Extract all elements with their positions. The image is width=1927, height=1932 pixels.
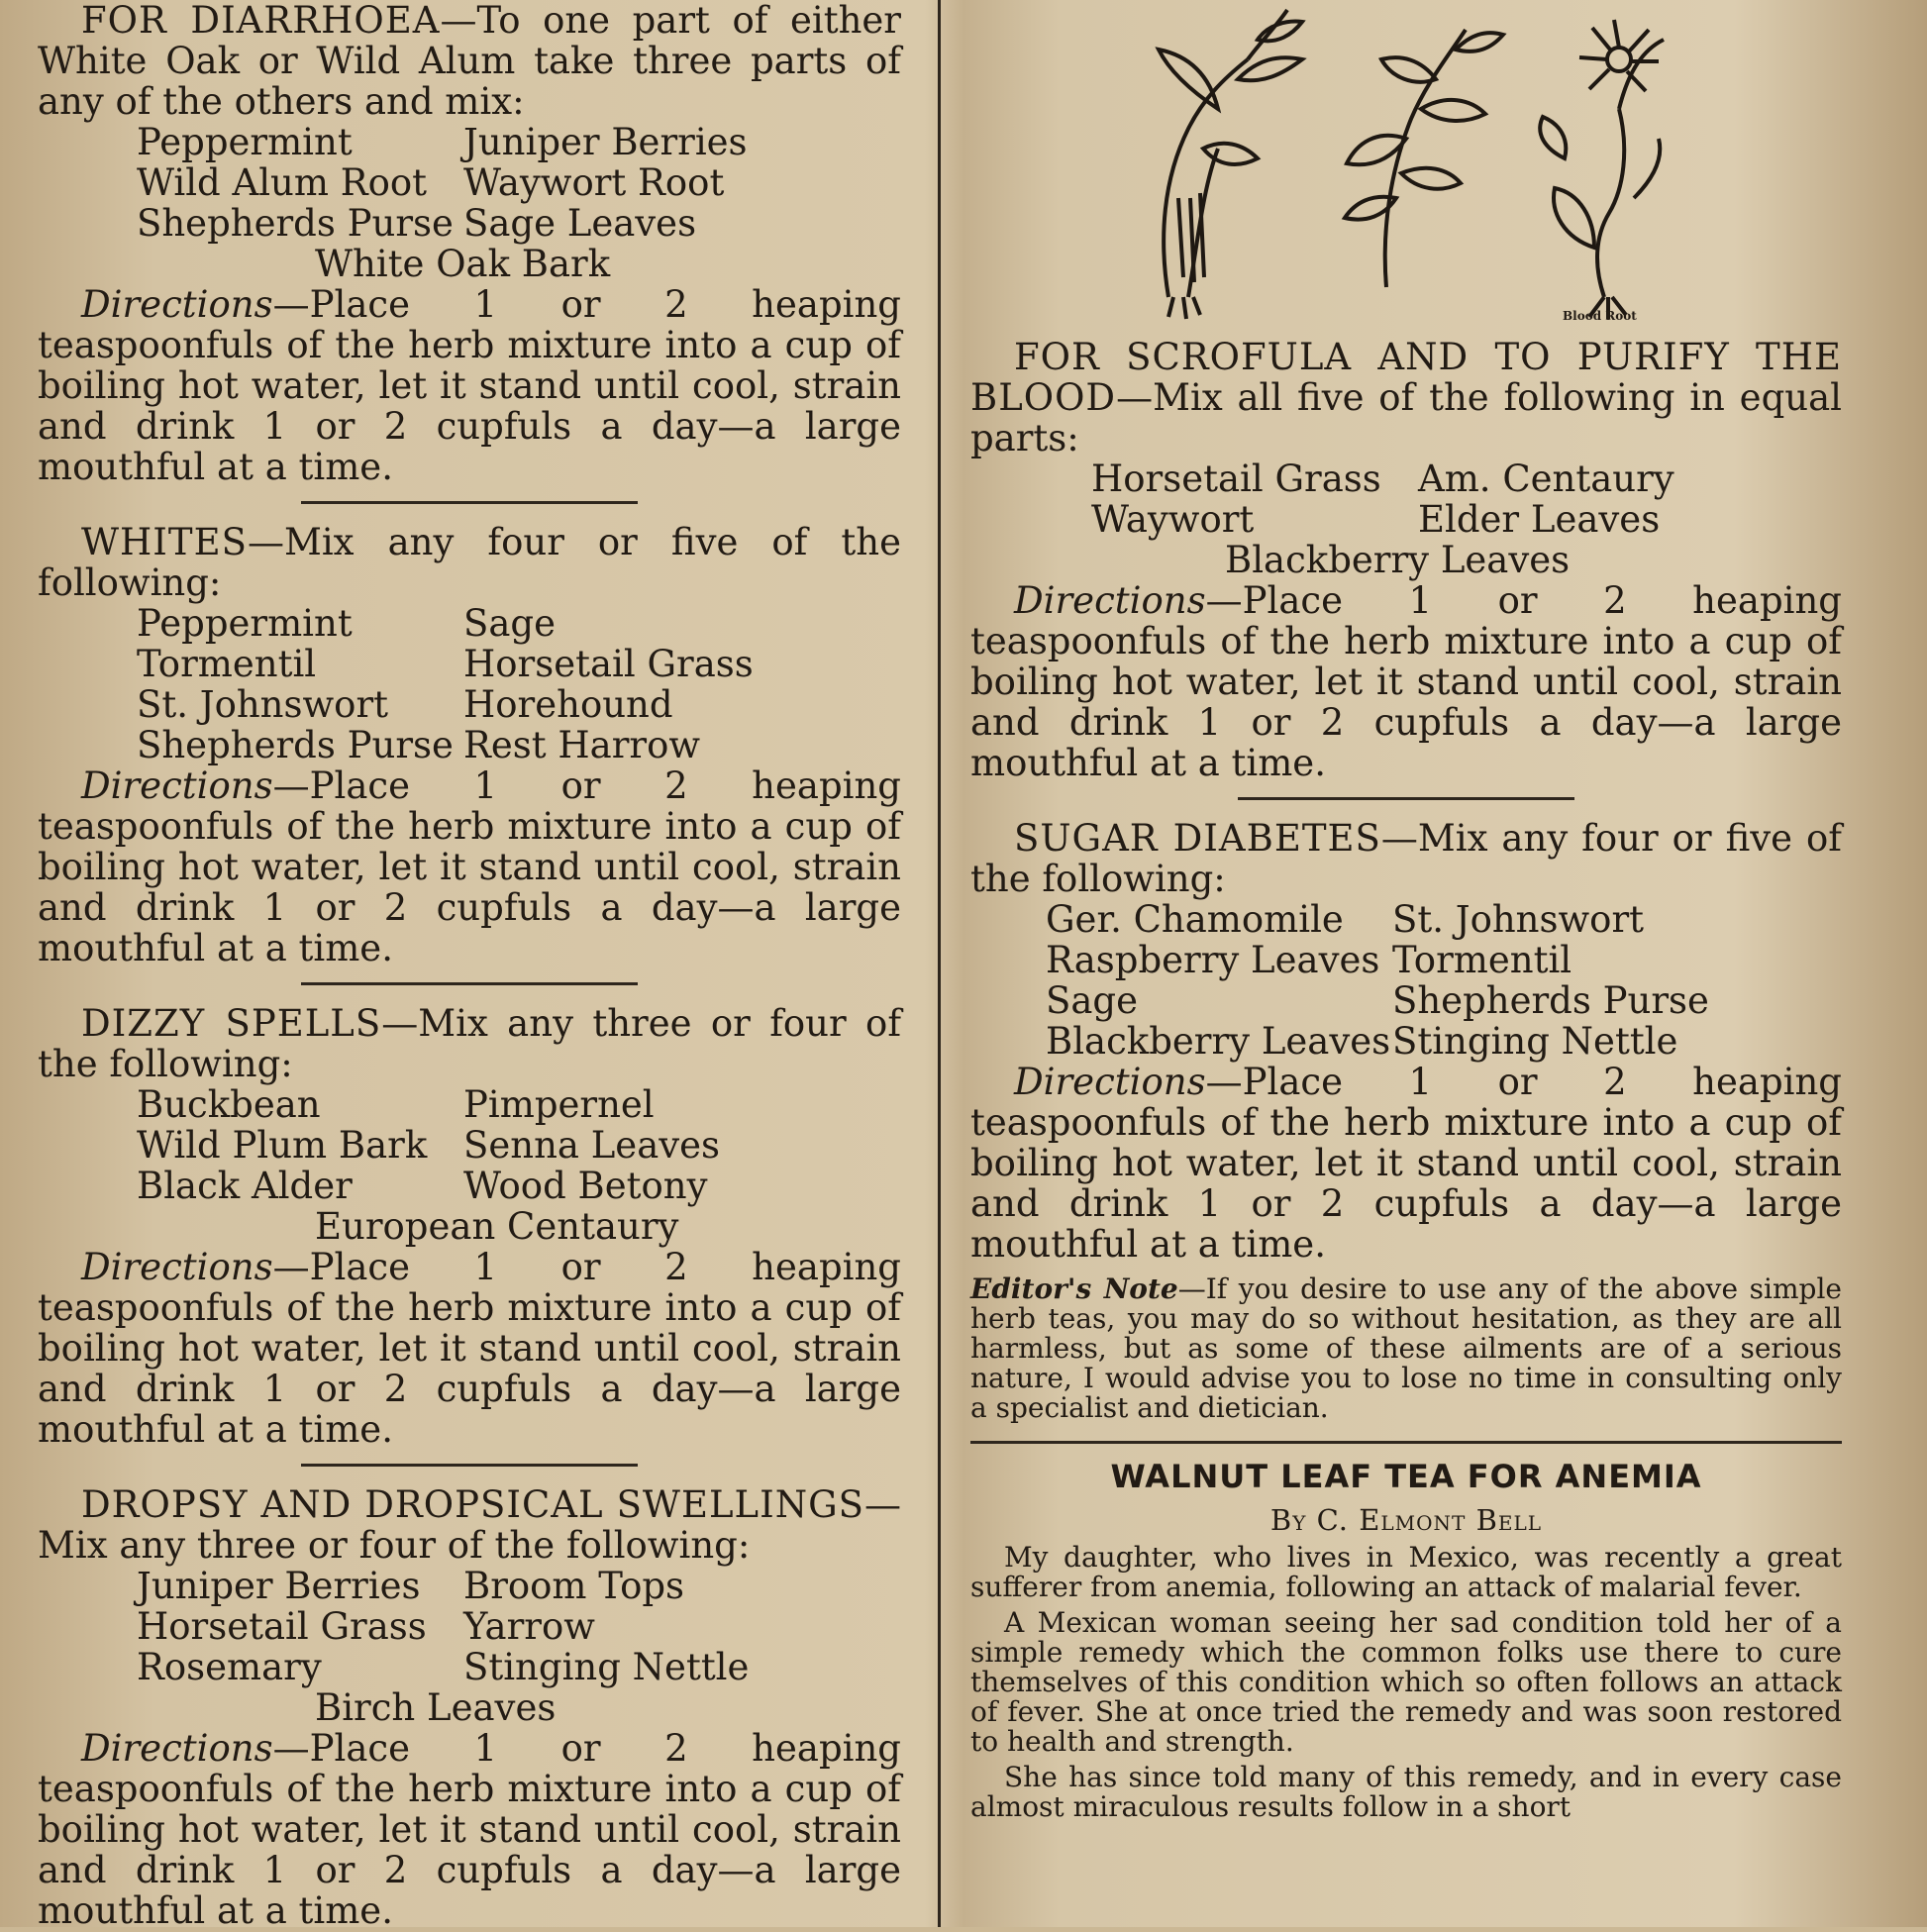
herb-item: Broom Tops [463,1565,685,1607]
herb-item: Sage Leaves [463,202,697,245]
herb-list [38,122,790,284]
herb-list [38,1566,790,1728]
section-sugar-diabetes [970,818,1842,1265]
diabetes-paragraph [970,818,1842,899]
section-heading: DROPSY AND DROPSICAL SWELLINGS [81,1483,864,1526]
section-scrofula [970,337,1842,783]
directions-text: —Place 1 or 2 heaping teaspoonfuls of the herb mixture into a cup of boiling hot water, let it stand until cool, strain and drink 1 or 2 cupfuls a day—a large mouthful at a time. [970,1061,1842,1266]
herb-item: Wild Alum Root [137,161,428,204]
diarrhoea-paragraph [38,0,901,122]
herb-item: Waywort [1091,498,1255,541]
directions-text: —Place 1 or 2 heaping teaspoonfuls of the herb mixture into a cup of boiling hot water, let it stand until cool, strain and drink 1 or 2 cupfuls a day—a large mouthful at a time. [38,764,901,969]
directions-label: Directions [1014,1061,1206,1103]
section-heading: DIZZY SPELLS [81,1002,382,1045]
section-heading: WHITES [81,521,248,563]
herb-item: European Centaury [315,1205,679,1248]
herb-item: Horsetail Grass [1091,458,1381,500]
editor-note [970,1274,1842,1423]
herb-item: Ger. Chamomile [1046,898,1344,941]
herb-item: Sage [1046,979,1138,1022]
herb-item: Am. Centaury [1418,458,1674,500]
herb-item: Shepherds Purse [137,202,454,245]
section-heading: SUGAR DIABETES [1014,817,1381,860]
section-whites [38,522,901,968]
article-paragraph: She has since told many of this remedy, and in every case almost miraculous results follow in a short [970,1761,1842,1823]
article-title: WALNUT LEAF TEA FOR ANEMIA [1110,1458,1702,1495]
directions-paragraph [38,1728,901,1931]
left-column [38,0,901,1931]
directions-text: —Place 1 or 2 heaping teaspoonfuls of the herb mixture into a cup of boiling hot water, let it stand until cool, strain and drink 1 or 2 cupfuls a day—a large mouthful at a time. [970,579,1842,784]
dropsy-paragraph [38,1484,901,1566]
directions-paragraph [970,580,1842,783]
herb-item: Buckbean [137,1083,321,1126]
herb-item: Juniper Berries [463,121,748,163]
directions-label: Directions [81,283,273,326]
herb-item: Juniper Berries [137,1565,421,1607]
herb-item: Birch Leaves [315,1686,557,1729]
article-separator [970,1441,1842,1444]
section-intro: —Mix any four or five of the following: [38,521,901,604]
column-divider [938,0,941,1927]
herb-item: Peppermint [137,602,353,645]
section-heading: FOR SCROFULA AND TO PURIFY THE BLOOD [970,336,1842,419]
herb-item: White Oak Bark [315,243,611,285]
directions-text: —Place 1 or 2 heaping teaspoonfuls of the herb mixture into a cup of boiling hot water, let it stand until cool, strain and drink 1 or 2 cupfuls a day—a large mouthful at a time. [38,1727,901,1932]
plant-drawings-icon [1129,0,1683,327]
section-intro: —Mix any four or five of the following: [970,817,1842,900]
herb-item: Blackberry Leaves [1046,1020,1391,1063]
section-dizzy-spells [38,1003,901,1450]
dizzy-paragraph [38,1003,901,1084]
herb-item: Yarrow [463,1605,595,1648]
section-intro: —To one part of either White Oak or Wild Alum take three parts of any of the others and mix: [38,0,901,123]
herb-item: Horehound [463,683,673,726]
herb-item: Shepherds Purse [1392,979,1709,1022]
herb-item: Raspberry Leaves [1046,939,1380,981]
herb-item: Senna Leaves [463,1124,721,1167]
herb-item: Horsetail Grass [137,1605,427,1648]
editor-note-label: Editor's Note [970,1272,1178,1305]
herb-item: Rest Harrow [463,724,701,766]
herb-item: Peppermint [137,121,353,163]
herb-list [970,458,1745,580]
section-separator [1238,797,1574,800]
article-walnut-leaf-tea [970,1458,1842,1822]
section-intro: —Mix all five of the following in equal parts: [970,376,1842,459]
herb-item: Pimpernel [463,1083,655,1126]
figure-label: Blood Root [1563,309,1637,323]
directions-label: Directions [81,1727,273,1770]
directions-text: —Place 1 or 2 heaping teaspoonfuls of the herb mixture into a cup of boiling hot water, let it stand until cool, strain and drink 1 or 2 cupfuls a day—a large mouthful at a time. [38,1246,901,1451]
section-separator [301,501,638,504]
article-byline: By C. Elmont Bell [1269,1503,1543,1537]
herb-item: Elder Leaves [1418,498,1661,541]
editor-note-text: —If you desire to use any of the above simple herb teas, you may do so without hesitation, as they are all harmless, but as some of these ailments are of a serious nature, I would advise you to lose no time in consulting only a specialist and dietician. [970,1272,1842,1424]
herb-item: Stinging Nettle [1392,1020,1678,1063]
section-diarrhoea [38,0,901,487]
herb-item: Black Alder [137,1165,353,1207]
herb-item: Wild Plum Bark [137,1124,428,1167]
herb-item: St. Johnswort [1392,898,1644,941]
section-separator [301,982,638,985]
directions-label: Directions [1014,579,1206,622]
herb-item: Horsetail Grass [463,643,754,685]
directions-paragraph [38,765,901,968]
directions-paragraph [38,284,901,487]
herb-item: Tormentil [1392,939,1572,981]
section-separator [301,1464,638,1467]
section-dropsy [38,1484,901,1931]
herb-list [38,603,790,765]
directions-paragraph [970,1062,1842,1265]
directions-label: Directions [81,764,273,807]
herb-illustrations [970,0,1842,327]
directions-paragraph [38,1247,901,1450]
herb-item: Sage [463,602,556,645]
herb-item: Tormentil [137,643,317,685]
herb-item: Stinging Nettle [463,1646,750,1688]
herb-list [970,899,1739,1062]
section-intro: —Mix any three or four of the following: [38,1002,902,1085]
directions-text: —Place 1 or 2 heaping teaspoonfuls of the herb mixture into a cup of boiling hot water, let it stand until cool, strain and drink 1 or 2 cupfuls a day—a large mouthful at a time. [38,283,901,488]
right-column [970,0,1842,1822]
article-paragraph: My daughter, who lives in Mexico, was recently a great sufferer from anemia, following an attack of malarial fever. [970,1541,1842,1603]
directions-label: Directions [81,1246,273,1288]
article-paragraph: A Mexican woman seeing her sad condition told her of a simple remedy which the common folks use there to cure themselves of this condition which so often follows an attack of fever. She at once tried the remedy and was soon restored to health and strength. [970,1606,1842,1758]
herb-item: Blackberry Leaves [1225,539,1571,581]
herb-item: Shepherds Purse [137,724,454,766]
section-heading: FOR DIARRHOEA [81,0,441,42]
scrofula-paragraph [970,337,1842,458]
herb-item: Wood Betony [463,1165,708,1207]
section-intro: —Mix any three or four of the following: [38,1483,901,1567]
herb-item: St. Johnswort [137,683,388,726]
herb-item: Waywort Root [463,161,725,204]
whites-paragraph [38,522,901,603]
herb-list [38,1084,790,1247]
herb-item: Rosemary [137,1646,322,1688]
